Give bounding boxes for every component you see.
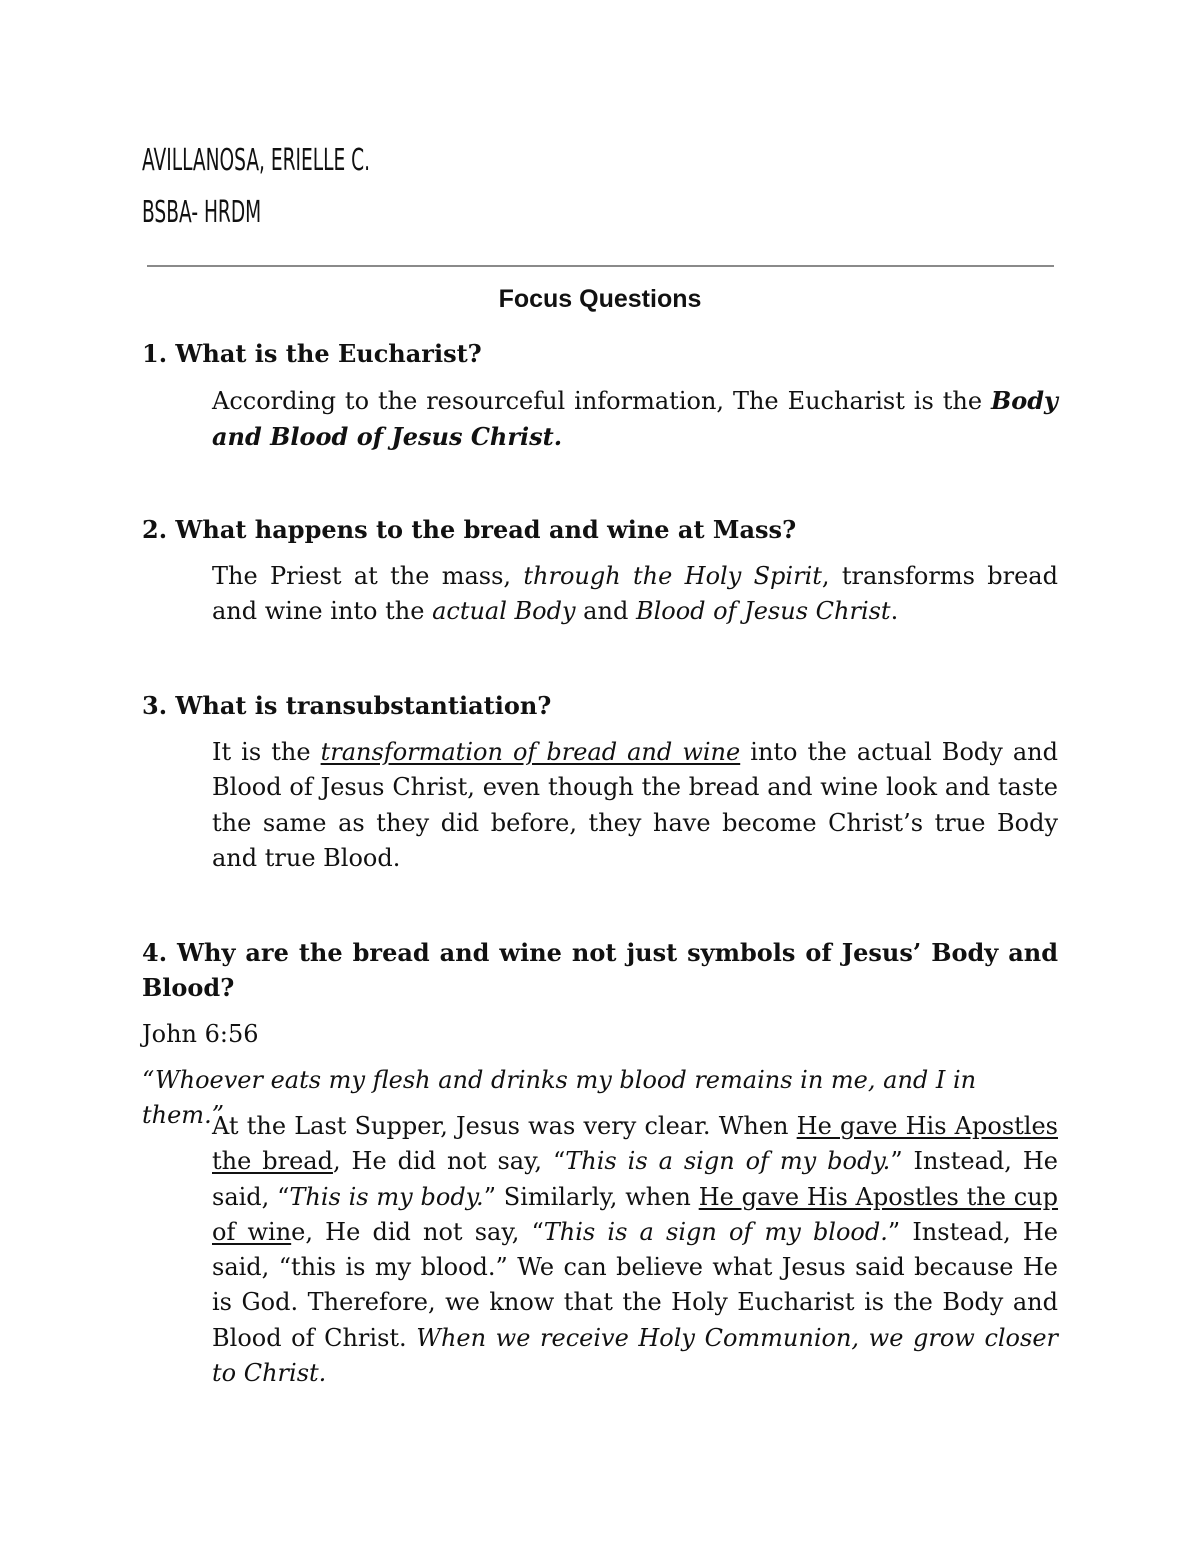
answer-1 [212,383,1058,456]
student-course: BSBA- HRDM [142,195,262,230]
answer-2-text-b: , transforms bread and wine into the [212,562,1058,626]
question-2: 2. What happens to the bread and wine at Mass? [142,515,797,544]
answer-1-emphasis: Body and Blood of Jesus Christ. [212,386,1058,452]
question-4: 4. Why are the bread and wine not just symbols of Jesus’ Body and Blood? [142,938,1058,1003]
question-1: 1. What is the Eucharist? [142,339,482,368]
question-3: 3. What is transubstantiation? [142,691,552,720]
verse-reference: John 6:56 [142,1020,259,1048]
answer-4-italic-a: This is a sign of my body. [565,1147,891,1176]
answer-2 [212,559,1058,630]
answer-4-italic-c: This is a sign of my blood. [543,1217,888,1246]
answer-2-italic-a: through the Holy Spirit [523,562,822,590]
answer-3 [212,735,1058,876]
answer-4-underline-a: He gave His Apostles the bread [212,1112,1058,1176]
answer-3-underlined: transformation of bread and wine [320,738,741,766]
header-divider [147,265,1054,267]
answer-4-text-c: ” Instead, He said, “ [212,1147,1058,1211]
page-title: Focus Questions [498,285,702,313]
answer-4-italic-b: This is my body. [289,1182,484,1211]
answer-1-text: According to the resourceful information, The Eucharist is the [212,387,991,415]
answer-2-text-c: and [575,597,636,626]
answer-3-text-a: It is the [212,738,321,766]
answer-4-text-a: At the Last Supper, Jesus was very clear. When [212,1112,797,1140]
answer-2-italic-b: actual Body [432,597,576,626]
answer-4-text-d: ” Similarly, when [483,1182,699,1211]
answer-4-text-b: , He did not say, “ [332,1147,566,1176]
answer-3-text-b: into the actual Body and Blood of Jesus Christ, even though the bread and wine look and taste the same as they did before, they have become Christ’s true Body and true Blood. [212,738,1058,872]
student-name: AVILLANOSA, ERIELLE C. [142,143,371,178]
answer-4 [212,1109,1058,1391]
answer-4-underline-b: He gave His Apostles the cup of win [212,1182,1059,1246]
answer-4-text-f: ” Instead, He said, “this is my blood.” We can believe what Jesus said because He is God. Therefore, we know that the Holy Eucharist is the Body and Blood of Christ. [212,1217,1059,1352]
answer-2-italic-c: Blood of Jesus Christ [635,597,891,626]
answer-2-text-a: The Priest at the mass, [212,562,524,590]
verse-quote-text: “Whoever eats my flesh and drinks my blood remains in me, and I in them.” [142,1066,977,1130]
answer-4-italic-d: When we receive Holy Communion, we grow closer to Christ. [212,1323,1058,1388]
answer-2-text-d: . [890,597,899,626]
answer-4-text-e: e, He did not say, “ [291,1217,544,1246]
